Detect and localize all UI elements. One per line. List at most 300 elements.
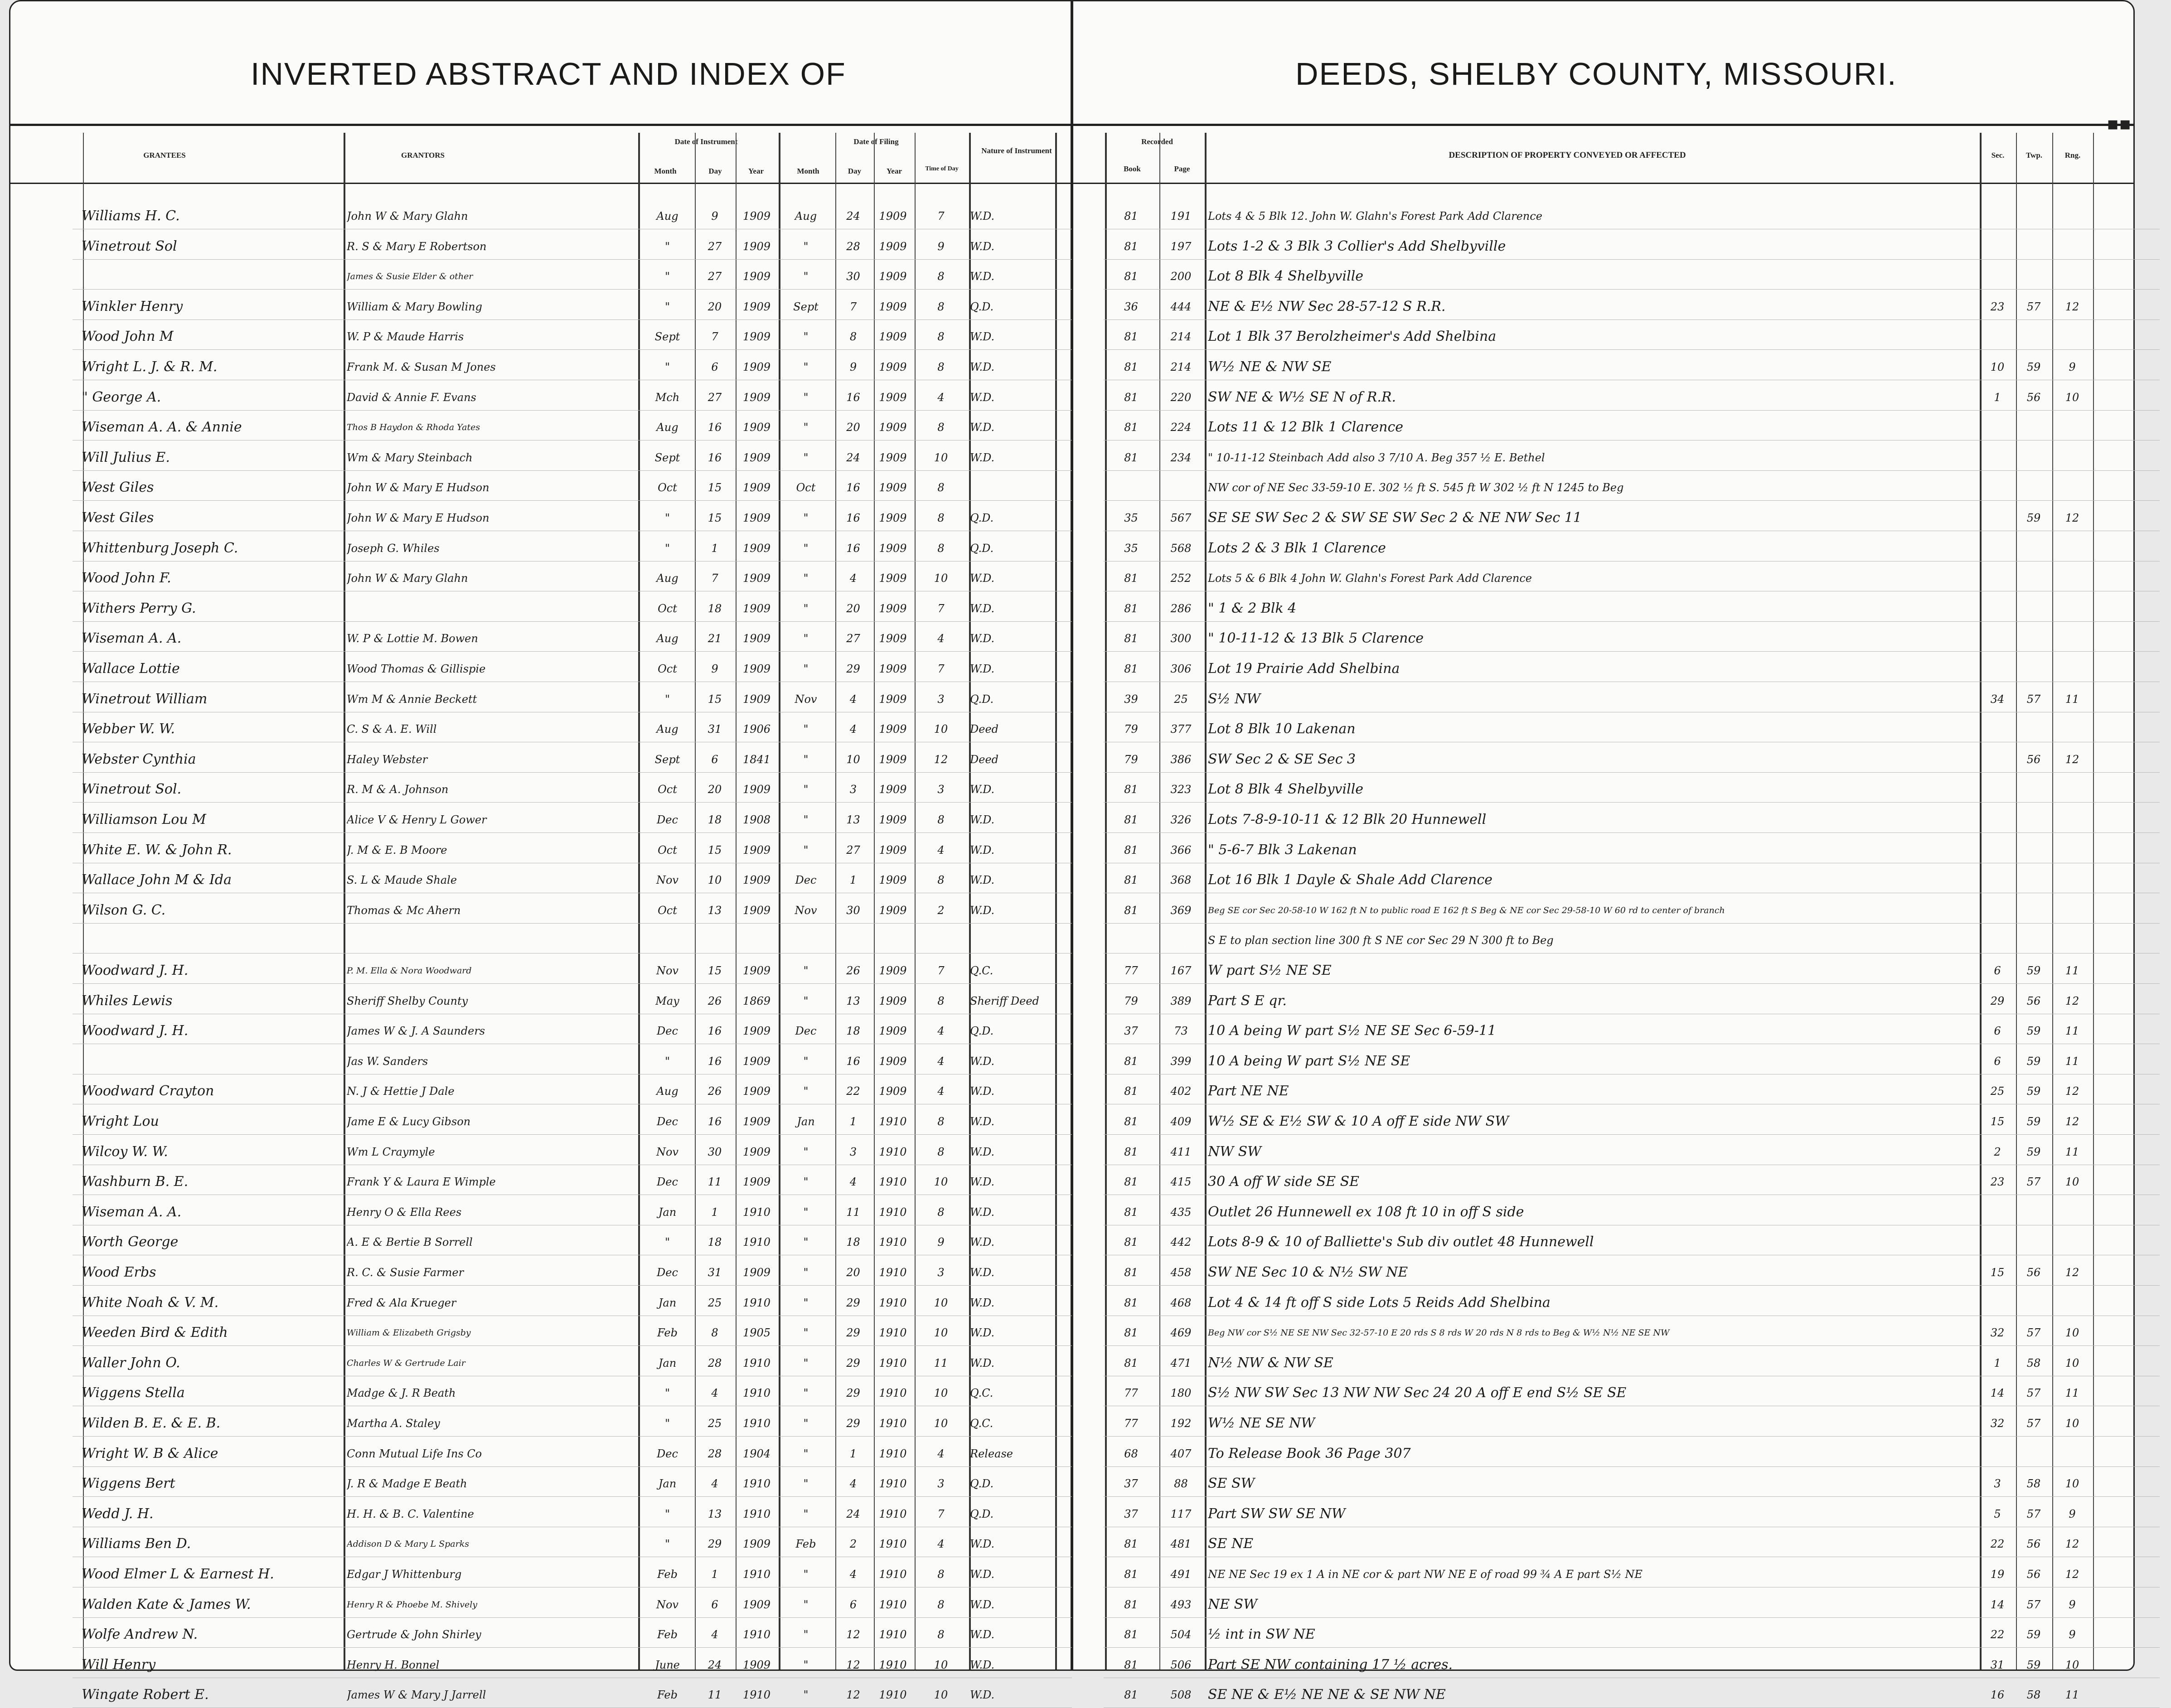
cell-time: 8 bbox=[937, 1628, 945, 1641]
cell-time: 4 bbox=[937, 391, 945, 404]
cell-f-day: 27 bbox=[846, 843, 860, 856]
cell-twp bbox=[2016, 568, 2051, 588]
cell-nature: W.D. bbox=[970, 1326, 995, 1340]
cell-nature: W.D. bbox=[970, 1145, 995, 1158]
cell-page: 220 bbox=[1170, 391, 1192, 404]
cell-grantor: A. E & Bertie B Sorrell bbox=[347, 1236, 473, 1249]
cell-grantee: Wiseman A. A. & Annie bbox=[82, 419, 242, 435]
cell-i-day: 6 bbox=[711, 1598, 718, 1611]
cell-nature: Deed bbox=[970, 723, 999, 736]
cell-i-year: 1909 bbox=[742, 330, 771, 344]
cell-time: 9 bbox=[937, 240, 945, 253]
cell-f-month: " bbox=[803, 843, 809, 856]
cell-time: 4 bbox=[937, 632, 945, 645]
cell-book: 81 bbox=[1124, 391, 1138, 404]
table-row bbox=[0, 1202, 2171, 1222]
cell-nature bbox=[970, 478, 1056, 498]
cell-i-day: 31 bbox=[708, 1266, 722, 1279]
cell-f-year: 1909 bbox=[879, 1085, 907, 1098]
cell-i-day: 11 bbox=[708, 1176, 722, 1189]
cell-f-year: 1909 bbox=[879, 753, 907, 766]
cell-nature: W.D. bbox=[970, 1658, 995, 1671]
cell-sec: 15 bbox=[1990, 1266, 2005, 1279]
cell-twp: 56 bbox=[2026, 1538, 2041, 1551]
cell-i-day: 10 bbox=[708, 874, 722, 887]
cell-nature: W.D. bbox=[970, 240, 995, 253]
filing-year-header: Year bbox=[887, 167, 902, 175]
cell-book: 77 bbox=[1124, 1387, 1138, 1400]
cell-f-year: 1910 bbox=[879, 1658, 907, 1671]
table-row bbox=[0, 1112, 2171, 1132]
ruled-line bbox=[1104, 1647, 2160, 1648]
cell-desc: Lots 2 & 3 Blk 1 Clarence bbox=[1208, 540, 1386, 556]
cell-grantee: Williams Ben D. bbox=[82, 1536, 191, 1552]
cell-page: 300 bbox=[1170, 632, 1192, 645]
cell-rng: 11 bbox=[2065, 1145, 2079, 1158]
cell-i-year: 1909 bbox=[742, 1145, 771, 1158]
cell-sec bbox=[1980, 599, 2015, 619]
cell-sec bbox=[1980, 448, 2015, 468]
cell-f-year: 1909 bbox=[879, 723, 907, 736]
cell-f-month: " bbox=[803, 240, 809, 253]
table-row bbox=[0, 870, 2171, 890]
table-row bbox=[0, 1413, 2171, 1433]
cell-page: 323 bbox=[1170, 783, 1192, 796]
cell-f-month: " bbox=[803, 602, 809, 615]
cell-grantor: J. M & E. B Moore bbox=[347, 843, 447, 856]
cell-time: 10 bbox=[934, 723, 948, 736]
table-row bbox=[0, 840, 2171, 860]
cell-time: 8 bbox=[937, 270, 945, 283]
cell-f-year: 1910 bbox=[879, 1538, 907, 1551]
cell-rng: 10 bbox=[2065, 1356, 2079, 1369]
cell-page: 192 bbox=[1170, 1417, 1192, 1430]
cell-page: 369 bbox=[1170, 904, 1192, 917]
ruled-line bbox=[1104, 1134, 2160, 1135]
cell-page: 167 bbox=[1170, 964, 1192, 977]
ruled-line bbox=[73, 651, 1072, 652]
cell-i-day: 26 bbox=[708, 994, 722, 1007]
cell-i-month: Feb bbox=[657, 1568, 678, 1581]
cell-time: 4 bbox=[937, 843, 945, 856]
cell-twp: 59 bbox=[2026, 1658, 2041, 1671]
cell-f-year: 1909 bbox=[879, 692, 907, 706]
cell-book: 81 bbox=[1124, 270, 1138, 283]
cell-desc: Outlet 26 Hunnewell ex 108 ft 10 in off S side bbox=[1208, 1204, 1524, 1220]
cell-grantor: Wm M & Annie Beckett bbox=[347, 692, 477, 706]
cell-i-day: 30 bbox=[708, 1145, 722, 1158]
cell-rng bbox=[2052, 1444, 2092, 1464]
cell-nature: W.D. bbox=[970, 330, 995, 344]
cell-twp bbox=[2016, 810, 2051, 830]
cell-f-month: " bbox=[803, 1417, 809, 1430]
cell-book: 77 bbox=[1124, 1417, 1138, 1430]
cell-i-day: 29 bbox=[708, 1538, 722, 1551]
cell-f-year: 1910 bbox=[879, 1356, 907, 1369]
cell-page: 409 bbox=[1170, 1115, 1192, 1128]
cell-grantor: James & Susie Elder & other bbox=[347, 271, 473, 282]
cell-rng bbox=[2052, 840, 2092, 860]
cell-i-month: Aug bbox=[656, 572, 678, 585]
ruled-line bbox=[1104, 1466, 2160, 1467]
cell-sec bbox=[1980, 266, 2015, 286]
ruled-line bbox=[73, 923, 1072, 924]
cell-f-day: 29 bbox=[846, 1326, 860, 1340]
ruled-line bbox=[1104, 983, 2160, 984]
cell-book: 81 bbox=[1124, 1296, 1138, 1309]
cell-rng: 9 bbox=[2069, 1628, 2076, 1641]
cell-i-day: 4 bbox=[711, 1477, 718, 1490]
cell-nature: W.D. bbox=[970, 1568, 995, 1581]
cell-book: 81 bbox=[1124, 1598, 1138, 1611]
cell-f-day: 16 bbox=[846, 391, 860, 404]
cell-grantor: H. H. & B. C. Valentine bbox=[347, 1507, 474, 1520]
cell-i-day: 11 bbox=[708, 1689, 722, 1702]
header-rule-bottom bbox=[10, 183, 1071, 184]
cell-nature: W.D. bbox=[970, 1176, 995, 1189]
cell-i-year: 1906 bbox=[742, 723, 771, 736]
cell-sec: 1 bbox=[1994, 1356, 2001, 1369]
cell-page: 491 bbox=[1170, 1568, 1192, 1581]
cell-desc: NE & E½ NW Sec 28-57-12 S R.R. bbox=[1208, 298, 1446, 315]
cell-book: 81 bbox=[1124, 1658, 1138, 1671]
cell-twp: 58 bbox=[2026, 1356, 2041, 1369]
header-rule-bottom bbox=[1073, 183, 2133, 184]
cell-nature: W.D. bbox=[970, 1538, 995, 1551]
cell-time: 8 bbox=[937, 421, 945, 434]
cell-i-month: Aug bbox=[656, 1085, 678, 1098]
cell-book bbox=[1105, 478, 1157, 498]
cell-grantee: Wood Elmer L & Earnest H. bbox=[82, 1566, 274, 1582]
cell-i-month: Oct bbox=[658, 481, 677, 494]
cell-desc: Part NE NE bbox=[1208, 1083, 1289, 1099]
cell-i-year: 1909 bbox=[742, 843, 771, 856]
cell-time: 8 bbox=[937, 1145, 945, 1158]
cell-i-day: 15 bbox=[708, 512, 722, 524]
cell-desc: Lot 8 Blk 4 Shelbyville bbox=[1208, 268, 1364, 285]
ruled-line bbox=[73, 1345, 1072, 1346]
cell-page: 435 bbox=[1170, 1205, 1192, 1219]
cell-i-year: 1910 bbox=[742, 1205, 771, 1219]
cell-i-year: 1910 bbox=[742, 1628, 771, 1641]
cell-grantor: Wm & Mary Steinbach bbox=[347, 451, 473, 464]
cell-twp: 57 bbox=[2026, 1507, 2041, 1520]
cell-i-month: " bbox=[664, 1538, 670, 1551]
cell-nature: W.D. bbox=[970, 361, 995, 373]
cell-grantee: Washburn B. E. bbox=[82, 1174, 189, 1190]
cell-page: 389 bbox=[1170, 994, 1192, 1007]
cell-i-month: " bbox=[664, 361, 670, 373]
cell-f-day: 22 bbox=[846, 1085, 860, 1098]
cell-sec: 1 bbox=[1994, 391, 2001, 404]
cell-rng bbox=[2052, 870, 2092, 890]
cell-f-year: 1910 bbox=[879, 1145, 907, 1158]
cell-f-day: 24 bbox=[846, 210, 860, 223]
cell-sec: 16 bbox=[1990, 1689, 2005, 1702]
ruled-line bbox=[1104, 923, 2160, 924]
cell-page: 191 bbox=[1170, 210, 1192, 223]
ruled-line bbox=[73, 621, 1072, 622]
cell-page: 399 bbox=[1170, 1055, 1192, 1068]
cell-i-year: 1909 bbox=[742, 1055, 771, 1068]
cell-nature: W.D. bbox=[970, 1205, 995, 1219]
cell-f-month: " bbox=[803, 361, 809, 373]
cell-i-year: 1910 bbox=[742, 1417, 771, 1430]
cell-book: 81 bbox=[1124, 904, 1138, 917]
cell-twp bbox=[2016, 930, 2051, 950]
description-header: DESCRIPTION OF PROPERTY CONVEYED OR AFFECTED bbox=[1449, 150, 1686, 160]
ruled-line bbox=[73, 772, 1072, 773]
cell-i-year: 1909 bbox=[742, 1025, 771, 1038]
cell-grantor: Thomas & Mc Ahern bbox=[347, 904, 461, 917]
cell-i-year bbox=[735, 930, 778, 950]
cell-grantee: Wolfe Andrew N. bbox=[82, 1626, 198, 1643]
cell-f-month: " bbox=[803, 542, 809, 555]
cell-sec: 10 bbox=[1990, 361, 2005, 373]
cell-grantor: Edgar J Whittenburg bbox=[347, 1568, 462, 1581]
cell-nature: W.D. bbox=[970, 813, 995, 826]
cell-i-year: 1909 bbox=[742, 270, 771, 283]
cell-f-day: 4 bbox=[849, 1477, 857, 1490]
cell-time: 12 bbox=[934, 753, 948, 766]
cell-book: 81 bbox=[1124, 1205, 1138, 1219]
cell-book: 81 bbox=[1124, 1115, 1138, 1128]
cell-f-day: 24 bbox=[846, 1507, 860, 1520]
cell-rng: 11 bbox=[2065, 1055, 2079, 1068]
cell-desc: N½ NW & NW SE bbox=[1208, 1355, 1333, 1371]
table-row bbox=[0, 206, 2171, 226]
cell-f-day: 12 bbox=[846, 1658, 860, 1671]
cell-rng: 10 bbox=[2065, 1176, 2079, 1189]
cell-f-year: 1909 bbox=[879, 632, 907, 645]
cell-book: 35 bbox=[1124, 542, 1138, 555]
cell-desc: Lot 16 Blk 1 Dayle & Shale Add Clarence bbox=[1208, 872, 1493, 888]
cell-rng bbox=[2052, 448, 2092, 468]
ruled-line bbox=[73, 983, 1072, 984]
table-row bbox=[0, 1383, 2171, 1403]
cell-page: 73 bbox=[1174, 1025, 1188, 1038]
table-row bbox=[0, 266, 2171, 286]
cell-i-year: 1909 bbox=[742, 210, 771, 223]
cell-nature: W.D. bbox=[970, 783, 995, 796]
cell-f-day: 4 bbox=[849, 692, 857, 706]
cell-grantee: Wood John F. bbox=[82, 570, 171, 586]
cell-f-year: 1909 bbox=[879, 602, 907, 615]
cell-desc: SE NE & E½ NE NE & SE NW NE bbox=[1208, 1687, 1446, 1703]
inst-day-header: Day bbox=[708, 167, 722, 175]
cell-grantor: John W & Mary E Hudson bbox=[347, 512, 489, 524]
cell-page: 468 bbox=[1170, 1296, 1192, 1309]
cell-book: 79 bbox=[1124, 753, 1138, 766]
cell-f-day: 20 bbox=[846, 421, 860, 434]
cell-f-year: 1909 bbox=[879, 481, 907, 494]
cell-f-year: 1910 bbox=[879, 1176, 907, 1189]
cell-grantor: David & Annie F. Evans bbox=[347, 391, 476, 404]
cell-twp bbox=[2016, 448, 2051, 468]
cell-rng bbox=[2052, 568, 2092, 588]
cell-time bbox=[914, 930, 968, 950]
cell-time: 10 bbox=[934, 1658, 948, 1671]
cell-book: 81 bbox=[1124, 361, 1138, 373]
ruled-line bbox=[1104, 651, 2160, 652]
cell-f-month: " bbox=[803, 330, 809, 344]
cell-rng bbox=[2052, 779, 2092, 799]
cell-desc: Lots 1-2 & 3 Blk 3 Collier's Add Shelbyville bbox=[1208, 238, 1506, 254]
cell-page: 286 bbox=[1170, 602, 1192, 615]
cell-book: 81 bbox=[1124, 602, 1138, 615]
cell-grantor: Joseph G. Whiles bbox=[347, 542, 440, 555]
table-row bbox=[0, 779, 2171, 799]
cell-time: 8 bbox=[937, 542, 945, 555]
cell-i-month: Sept bbox=[654, 753, 680, 766]
cell-f-year: 1910 bbox=[879, 1447, 907, 1460]
cell-i-year: 1909 bbox=[742, 1538, 771, 1551]
cell-time: 4 bbox=[937, 1055, 945, 1068]
cell-page: 117 bbox=[1170, 1507, 1192, 1520]
cell-f-year: 1909 bbox=[879, 512, 907, 524]
cell-grantor: Wm L Craymyle bbox=[347, 1145, 435, 1158]
cell-twp: 57 bbox=[2026, 692, 2041, 706]
cell-f-month: " bbox=[803, 1326, 809, 1340]
cell-sec: 6 bbox=[1994, 964, 2001, 977]
cell-rng: 9 bbox=[2069, 361, 2076, 373]
cell-desc: SE SE SW Sec 2 & SW SE SW Sec 2 & NE NW Sec 11 bbox=[1208, 510, 1582, 526]
cell-time: 7 bbox=[937, 663, 945, 675]
table-row bbox=[0, 629, 2171, 648]
cell-book: 81 bbox=[1124, 330, 1138, 344]
cell-grantee: West Giles bbox=[82, 479, 154, 496]
cell-f-day: 11 bbox=[846, 1205, 860, 1219]
cell-i-day: 9 bbox=[711, 210, 718, 223]
cell-i-day: 13 bbox=[708, 904, 722, 917]
ruled-line bbox=[73, 410, 1072, 411]
cell-grantee: Wright L. J. & R. M. bbox=[82, 359, 218, 375]
cell-grantee: Wilson G. C. bbox=[82, 902, 166, 918]
cell-grantor: R. C. & Susie Farmer bbox=[347, 1266, 464, 1279]
cell-rng: 12 bbox=[2065, 512, 2079, 524]
cell-i-year: 1841 bbox=[742, 753, 771, 766]
cell-sec bbox=[1980, 1444, 2015, 1464]
cell-desc: Beg NW cor S½ NE SE NW Sec 32-57-10 E 20 rds S 8 rds W 20 rds N 8 rds to Beg & W½ N½ NE SE NW bbox=[1208, 1328, 1670, 1338]
cell-i-month: " bbox=[664, 1055, 670, 1068]
cell-i-year: 1909 bbox=[742, 572, 771, 585]
cell-i-month: Sept bbox=[654, 330, 680, 344]
cell-grantee: Winetrout William bbox=[82, 691, 208, 707]
cell-f-day: 29 bbox=[846, 1387, 860, 1400]
cell-twp bbox=[2016, 599, 2051, 619]
cell-desc: W½ NE SE NW bbox=[1208, 1415, 1315, 1431]
table-row bbox=[0, 1474, 2171, 1494]
cell-grantor: Henry O & Ella Rees bbox=[347, 1205, 462, 1219]
table-row bbox=[0, 1021, 2171, 1041]
cell-f-year: 1910 bbox=[879, 1507, 907, 1520]
cell-i-month: Mch bbox=[655, 391, 680, 404]
table-row bbox=[0, 1323, 2171, 1343]
cell-i-day: 7 bbox=[711, 330, 718, 344]
cell-page: 493 bbox=[1170, 1598, 1192, 1611]
cell-desc: To Release Book 36 Page 307 bbox=[1208, 1445, 1411, 1461]
cell-twp: 57 bbox=[2026, 300, 2041, 313]
cell-sec bbox=[1980, 840, 2015, 860]
table-row bbox=[0, 659, 2171, 679]
cell-grantee bbox=[82, 930, 335, 950]
cell-nature: Q.D. bbox=[970, 1507, 994, 1520]
cell-i-day: 15 bbox=[708, 843, 722, 856]
cell-i-month: Nov bbox=[656, 964, 678, 977]
cell-time: 10 bbox=[934, 1689, 948, 1702]
cell-grantor: Sheriff Shelby County bbox=[347, 994, 468, 1007]
cell-f-year: 1909 bbox=[879, 1055, 907, 1068]
cell-grantee: Wiseman A. A. bbox=[82, 630, 182, 647]
cell-f-day: 20 bbox=[846, 602, 860, 615]
cell-rng bbox=[2052, 206, 2092, 226]
cell-page: 180 bbox=[1170, 1387, 1192, 1400]
cell-f-month: Nov bbox=[795, 692, 817, 706]
cell-grantor: James W & J. A Saunders bbox=[347, 1025, 485, 1038]
cell-twp: 56 bbox=[2026, 994, 2041, 1007]
cell-f-year: 1909 bbox=[879, 783, 907, 796]
ruled-line bbox=[73, 319, 1072, 320]
table-row bbox=[0, 961, 2171, 981]
cell-sec: 32 bbox=[1990, 1417, 2005, 1430]
table-row bbox=[0, 1172, 2171, 1192]
cell-grantor: John W & Mary Glahn bbox=[347, 210, 468, 223]
cell-rng bbox=[2052, 719, 2092, 739]
cell-f-month: " bbox=[803, 663, 809, 675]
header-rule-top bbox=[1073, 124, 2133, 126]
cell-f-day: 16 bbox=[846, 512, 860, 524]
cell-twp: 59 bbox=[2026, 361, 2041, 373]
cell-i-day: 8 bbox=[711, 1326, 718, 1340]
cell-f-year: 1910 bbox=[879, 1417, 907, 1430]
cell-i-month: " bbox=[664, 1417, 670, 1430]
cell-f-month: " bbox=[803, 1266, 809, 1279]
cell-grantee: Wingate Robert E. bbox=[82, 1687, 209, 1703]
cell-rng bbox=[2052, 900, 2092, 920]
cell-i-year: 1909 bbox=[742, 964, 771, 977]
cell-sec: 6 bbox=[1994, 1025, 2001, 1038]
cell-f-day: 9 bbox=[849, 361, 857, 373]
cell-twp: 59 bbox=[2026, 1085, 2041, 1098]
cell-grantee: Williamson Lou M bbox=[82, 812, 206, 827]
cell-desc: " 10-11-12 & 13 Blk 5 Clarence bbox=[1208, 630, 1424, 647]
cell-f-day: 10 bbox=[846, 753, 860, 766]
cell-f-year: 1909 bbox=[879, 451, 907, 464]
ruled-line bbox=[73, 1134, 1072, 1135]
cell-grantee: Woodward J. H. bbox=[82, 1023, 189, 1039]
cell-f-year: 1909 bbox=[879, 964, 907, 977]
cell-f-day: 6 bbox=[849, 1598, 857, 1611]
cell-grantee: White Noah & V. M. bbox=[82, 1294, 219, 1311]
cell-f-year: 1909 bbox=[879, 813, 907, 826]
cell-grantee: Wedd J. H. bbox=[82, 1505, 154, 1522]
ruled-line bbox=[1104, 772, 2160, 773]
cell-i-month: Dec bbox=[657, 1266, 678, 1279]
cell-grantee bbox=[82, 266, 335, 286]
cell-book: 81 bbox=[1124, 663, 1138, 675]
cell-i-day: 20 bbox=[708, 783, 722, 796]
ruled-line bbox=[1104, 621, 2160, 622]
cell-page: 326 bbox=[1170, 813, 1192, 826]
ruled-line bbox=[1104, 832, 2160, 833]
cell-time: 10 bbox=[934, 1176, 948, 1189]
cell-twp bbox=[2016, 840, 2051, 860]
cell-i-month: " bbox=[664, 542, 670, 555]
cell-desc: " 5-6-7 Blk 3 Lakenan bbox=[1208, 842, 1357, 858]
cell-rng: 12 bbox=[2065, 300, 2079, 313]
cell-nature: W.D. bbox=[970, 1628, 995, 1641]
cell-f-month: " bbox=[803, 1296, 809, 1309]
